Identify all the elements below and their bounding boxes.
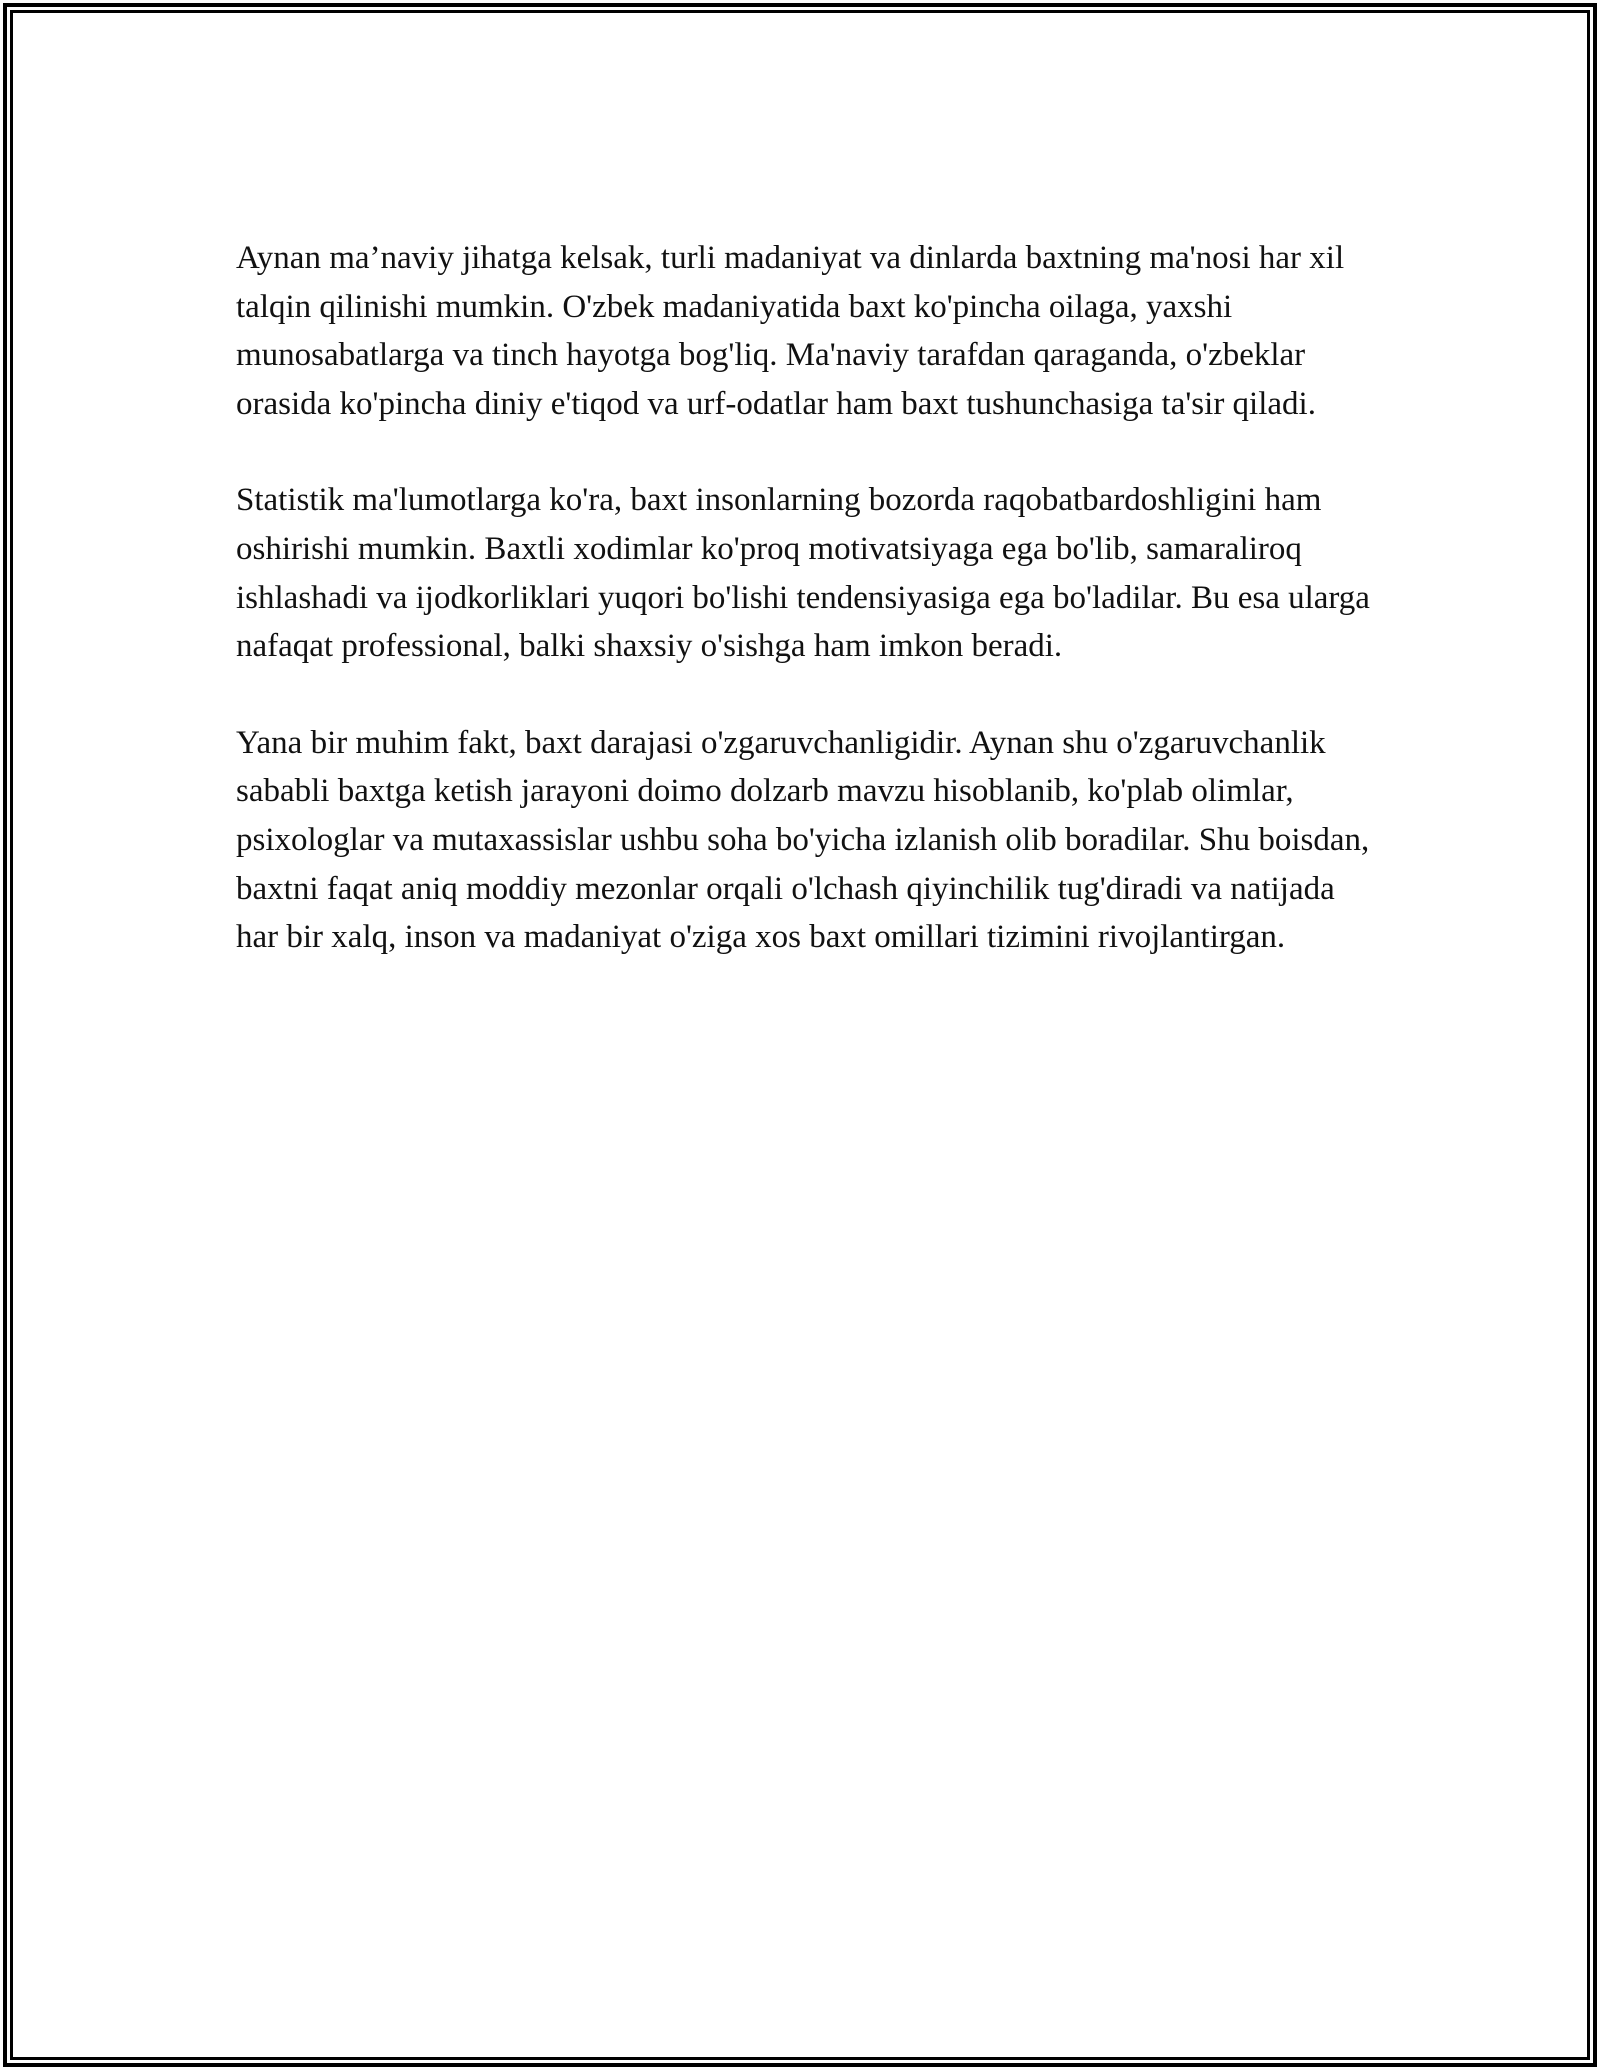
paragraph-1: Aynan ma’naviy jihatga kelsak, turli madaniyat va dinlarda baxtning ma'nosi har xil talqin qilinishi mumkin. O'zbek madaniyatida baxt ko'pincha oilaga, yaxshi munosabatlarga va tinch hayotga bog'liq. Ma'naviy tarafdan qaraganda, o'zbeklar orasida ko'pincha diniy e'tiqod va urf-odatlar ham baxt tushunchasiga ta'sir qiladi. [236, 240, 1345, 422]
paragraph-2: Statistik ma'lumotlarga ko'ra, baxt insonlarning bozorda raqobatbardoshligini ham oshirishi mumkin. Baxtli xodimlar ko'proq motivatsiyaga ega bo'lib, samaraliroq ishlashadi va ijodkorliklari yuqori bo'lishi tendensiyasiga ega bo'ladilar. Bu esa ularga nafaqat professional, balki shaxsiy o'sishga ham imkon beradi. [236, 482, 1370, 665]
document-body [236, 234, 1376, 1010]
paragraph-3: Yana bir muhim fakt, baxt darajasi o'zgaruvchanligidir. Aynan shu o'zgaruvchanlik sababli baxtga ketish jarayoni doimo dolzarb mavzu hisoblanib, ko'plab olimlar, psixologlar va mutaxassislar ushbu soha bo'yicha izlanish olib boradilar. Shu boisdan, baxtni faqat aniq moddiy mezonlar orqali o'lchash qiyinchilik tug'diradi va natijada har bir xalq, inson va madaniyat o'ziga xos baxt omillari tizimini rivojlantirgan. [236, 724, 1370, 956]
